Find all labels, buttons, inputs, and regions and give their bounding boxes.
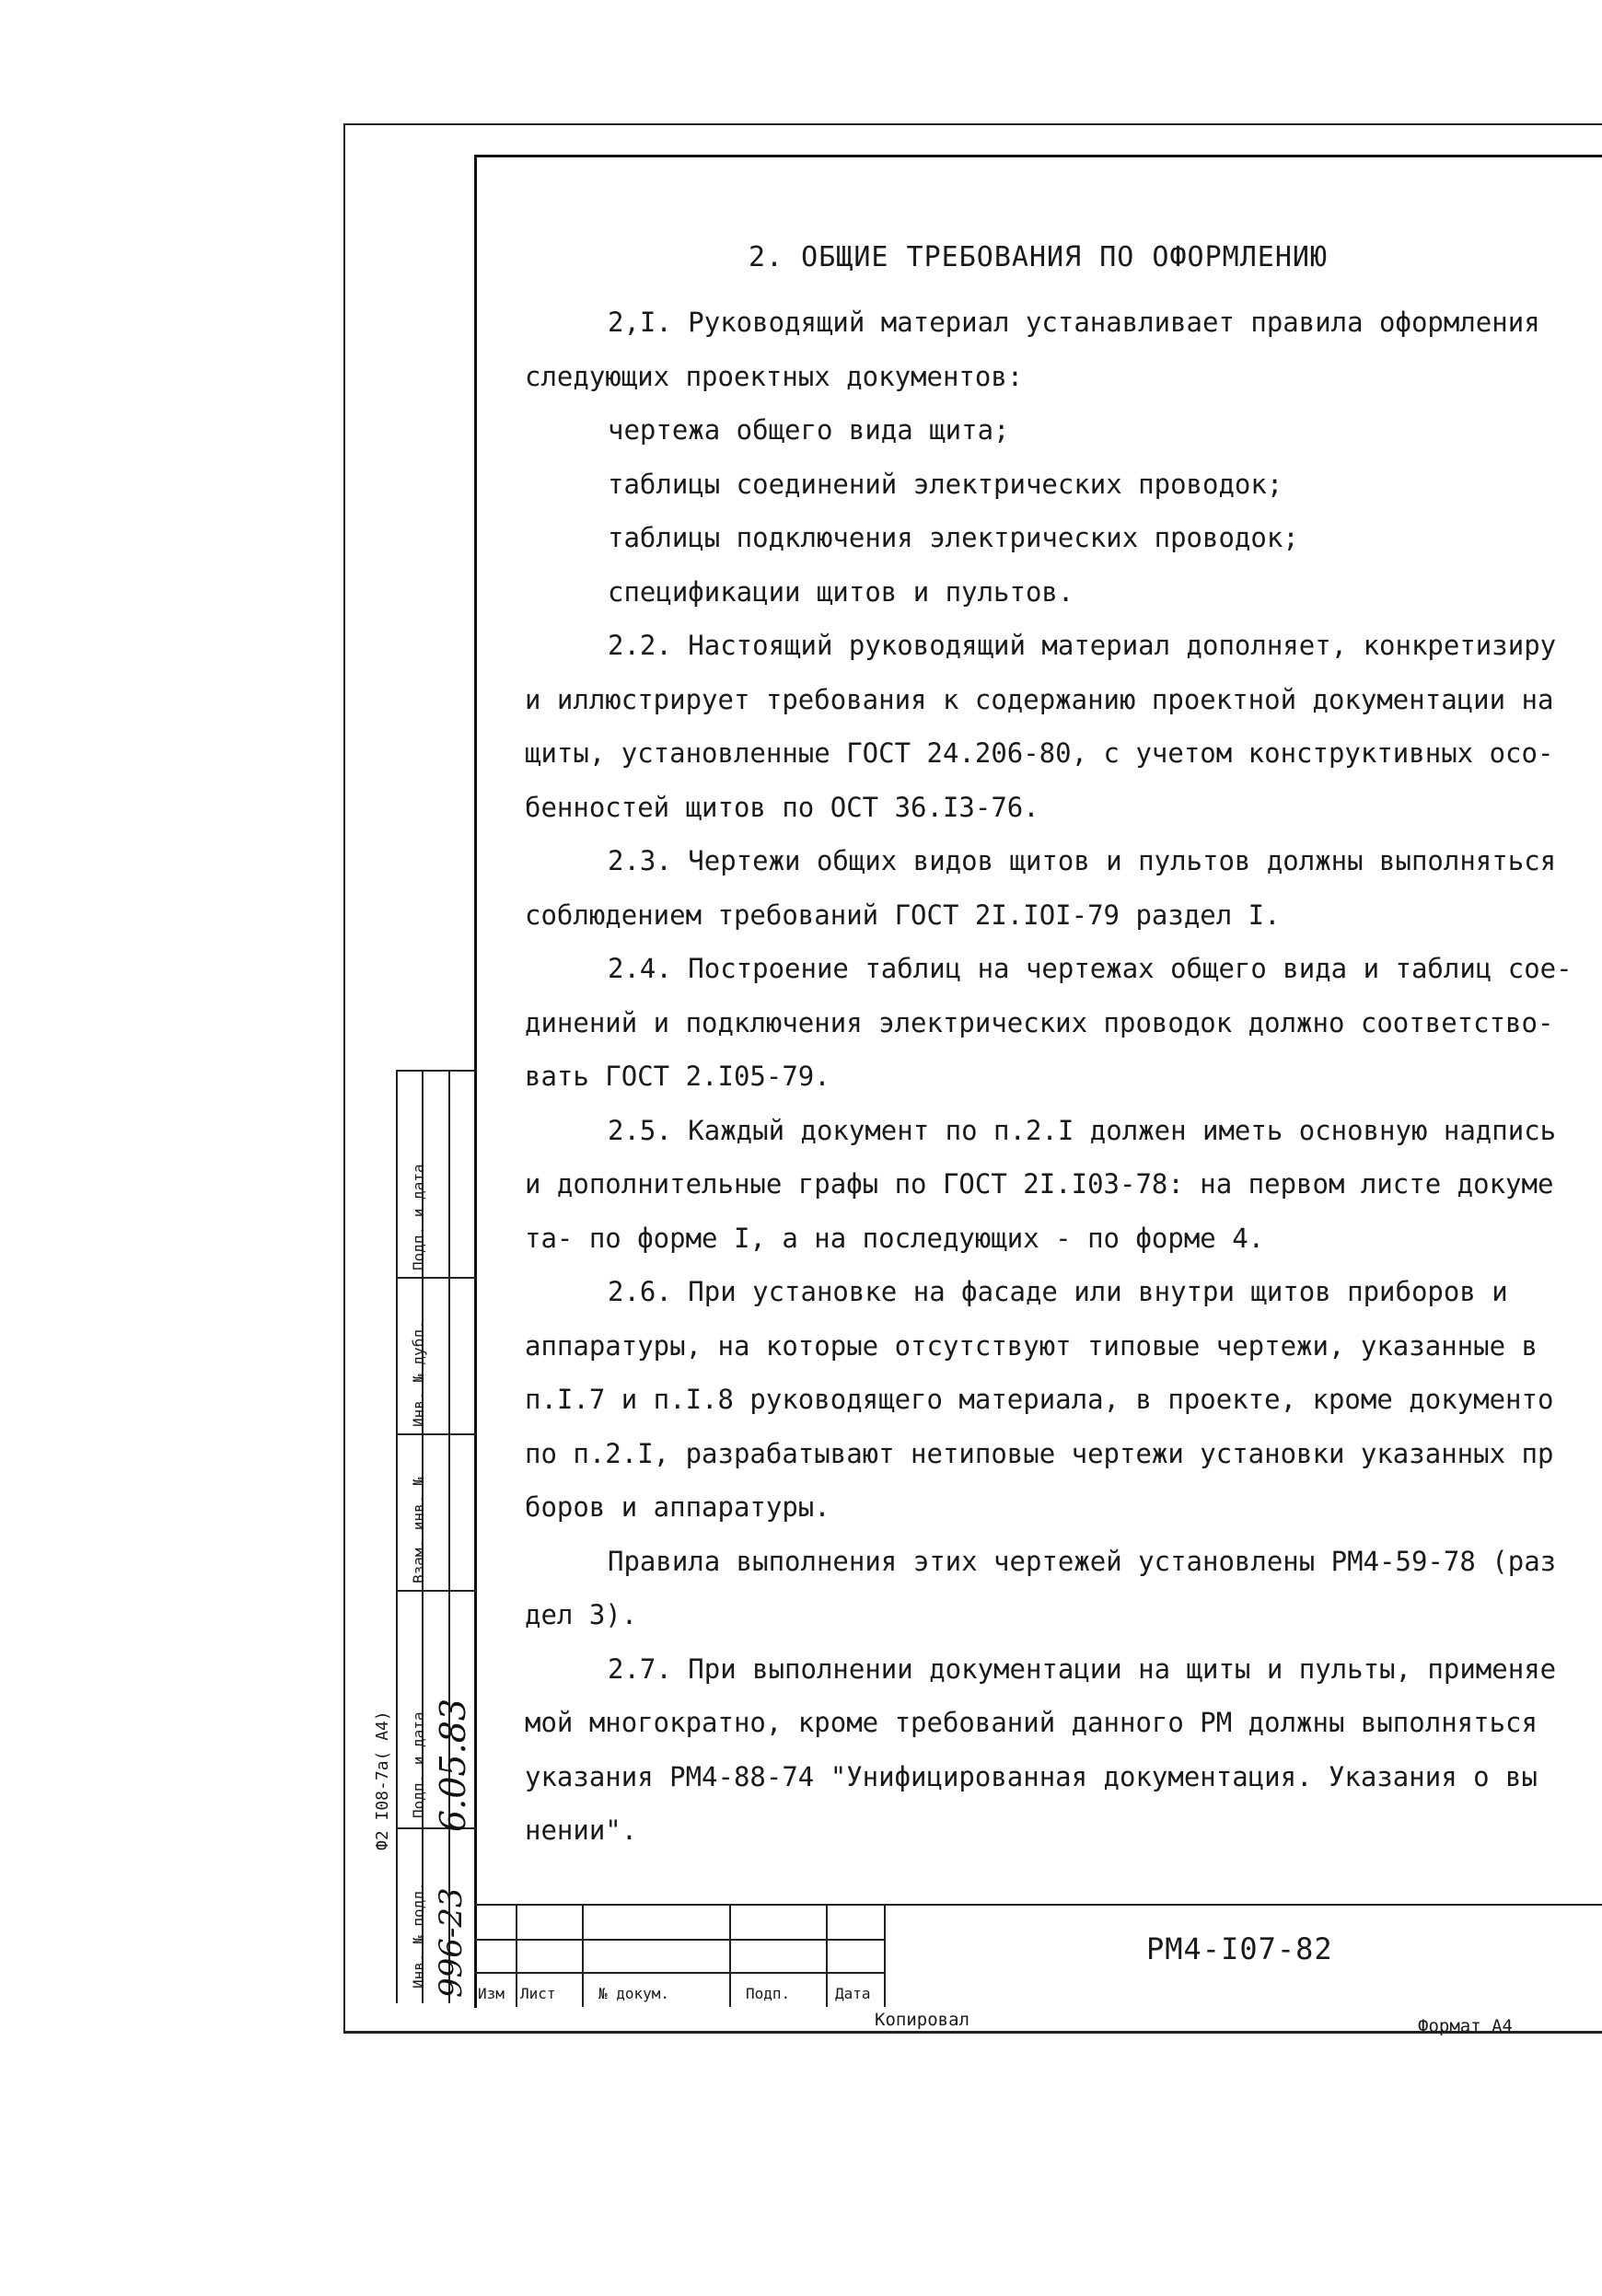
body-text — [525, 296, 1593, 1858]
body-line: указания РМ4-88-74 "Унифицированная документация. Указания о вы — [525, 1760, 1538, 1792]
body-line: та- по форме I, а на последующих - по форме 4. — [525, 1222, 1265, 1254]
body-line: щиты, установленные ГОСТ 24.206-80, с учетом конструктивных осо- — [525, 737, 1554, 769]
body-line: 2.6. При установке на фасаде или внутри щитов приборов и — [608, 1276, 1508, 1307]
body-line: и дополнительные графы по ГОСТ 2I.I03-78: на первом листе докуме — [525, 1168, 1554, 1200]
section-heading: 2. ОБЩИЕ ТРЕБОВАНИЯ ПО ОФОРМЛЕНИЮ — [748, 241, 1329, 273]
body-line: мой многократно, кроме требований данного РМ должны выполняться — [525, 1707, 1538, 1738]
body-line: спецификации щитов и пультов. — [608, 575, 1074, 608]
stamp-label-replace-inv: Взам. инв. № — [410, 1477, 427, 1583]
body-line: следующих проектных документов: — [525, 360, 1024, 392]
body-line: нении". — [525, 1815, 638, 1846]
footer-format: Формат А4 — [1418, 2016, 1513, 2036]
body-line: таблицы соединений электрических проводок; — [608, 468, 1283, 500]
body-line: динений и подключения электрических проводок должно соответство- — [525, 1006, 1554, 1038]
document-number: РМ4-I07-82 — [1146, 1931, 1333, 1966]
body-line: п.I.7 и п.I.8 руководящего материала, в проекте, кроме документо — [525, 1384, 1554, 1415]
body-line: бенностей щитов по ОСТ 36.I3-76. — [525, 791, 1039, 823]
stamp-label-inv-orig: Инв. № подл. — [410, 1882, 427, 1989]
body-line: боров и аппаратуры. — [525, 1491, 830, 1523]
body-line: 2.2. Настоящий руководящий материал дополняет, конкретизиру — [608, 630, 1557, 661]
form-tag: Ф2 I08-7а( А4) — [373, 1710, 392, 1850]
body-line: чертежа общего вида щита; — [608, 414, 1010, 446]
tb-header-sign: Подп. — [746, 1985, 791, 2002]
body-line: 2.5. Каждый документ по п.2.I должен иметь основную надпись — [608, 1114, 1557, 1146]
title-block — [474, 1904, 1602, 2007]
tb-header-date: Дата — [835, 1985, 871, 2002]
stamp-label-sign-date: Подп. и дата — [410, 1711, 427, 1818]
body-line: 2.4. Построение таблиц на чертежах общего вида и таблиц сое- — [608, 953, 1573, 984]
body-line: по п.2.I, разрабатывают нетиповые чертежи установки указанных пр — [525, 1437, 1554, 1469]
body-line: 2.3. Чертежи общих видов щитов и пультов должны выполняться — [608, 845, 1557, 876]
body-line: и иллюстрирует требования к содержанию проектной документации на — [525, 683, 1554, 715]
footer-copied: Копировал — [875, 2010, 969, 2030]
stamp-label-inv-dup: Инв. № дубл. — [410, 1320, 427, 1427]
signature-date: 6.05.83 — [433, 1698, 473, 1832]
tb-header-change: Изм — [478, 1985, 505, 2002]
body-line: таблицы подключения электрических проводок; — [608, 522, 1299, 553]
body-line: Правила выполнения этих чертежей установлены РМ4-59-78 (раз — [608, 1545, 1557, 1577]
tb-header-docnum: № докум. — [598, 1985, 670, 2002]
body-line: 2.7. При выполнении документации на щиты и пульты, применяе — [608, 1652, 1557, 1685]
side-stamp — [396, 1070, 476, 2003]
stamp-label-sign-date-top: Подп. и дата — [410, 1164, 427, 1270]
body-line: соблюдением требований ГОСТ 2I.IOI-79 раздел I. — [525, 899, 1281, 931]
tb-header-sheet: Лист — [520, 1985, 556, 2002]
body-line: дел 3). — [525, 1599, 638, 1630]
body-line: 2,I. Руководящий материал устанавливает правила оформления — [608, 307, 1540, 338]
body-line: аппаратуры, на которые отсутствуют типовые чертежи, указанные в — [525, 1329, 1538, 1362]
inventory-number: 996-23 — [433, 1887, 470, 1998]
body-line: вать ГОСТ 2.I05-79. — [525, 1061, 830, 1092]
